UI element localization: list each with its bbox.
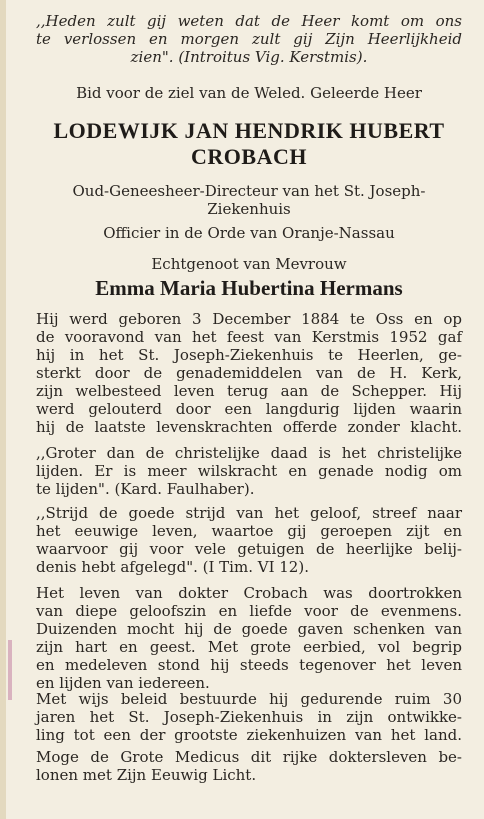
closing2-line: ling tot een der grootste ziekenhuizen van het land. [36, 726, 462, 744]
bio-line: de vooravond van het feest van Kerstmis 1952 gaf [36, 328, 462, 346]
closing1-line: van diepe geloofszin en liefde voor de evenmens. [36, 602, 462, 620]
bio-line: Hij werd geboren 3 December 1884 te Oss en op [36, 310, 462, 328]
quote1-line: te lijden". (Kard. Faulhaber). [36, 480, 255, 498]
bio-line: werd gelouterd door een langdurig lijden waarin [36, 400, 462, 418]
quote2-line: waarvoor gij voor vele getuigen de heerlijke belij- [36, 540, 462, 558]
introit-line: zien". (Introitus Vig. Kerstmis). [130, 48, 368, 66]
closing1-line: Duizenden mocht hij de goede gaven schenken van [36, 620, 462, 638]
tribute-closing [36, 748, 462, 784]
deceased-name [36, 118, 462, 170]
faulhaber-quote [36, 444, 462, 498]
bio-line: zijn welbesteed leven terug aan de Schepper. Hij [36, 382, 462, 400]
closing3-line: Moge de Grote Medicus dit rijke doktersleven be- [36, 748, 462, 766]
closing1-line: Het leven van dokter Crobach was doortrokken [36, 584, 462, 602]
bio-line: hij de laatste levenskrachten offerde zonder klacht. [36, 418, 462, 436]
introit-quote [36, 12, 462, 66]
position-line-1: Oud-Geneesheer-Directeur van het St. Joseph- [72, 182, 426, 200]
introit-line: te verlossen en morgen zult gij Zijn Heerlijkheid [36, 30, 462, 48]
tribute-life [36, 584, 462, 692]
order-title: Officier in de Orde van Oranje-Nassau [103, 224, 395, 242]
position-title [36, 182, 462, 218]
closing3-line: lonen met Zijn Eeuwig Licht. [36, 766, 257, 784]
bio-line: sterkt door de genademiddelen van de H. Kerk, [36, 364, 462, 382]
tribute-hospital [36, 690, 462, 744]
edge-stain [8, 640, 12, 700]
bio-line: hij in het St. Joseph-Ziekenhuis te Heerlen, ge- [36, 346, 462, 364]
quote2-line: ,,Strijd de goede strijd van het geloof, streef naar [36, 504, 462, 522]
quote1-line: lijden. Er is meer wilskracht en genade nodig om [36, 462, 462, 480]
quote1-line: ,,Groter dan de christelijke daad is het christelijke [36, 444, 462, 462]
quote2-line: het eeuwige leven, waartoe gij geroepen zijt en [36, 522, 462, 540]
introit-line: ,,Heden zult gij weten dat de Heer komt om ons [36, 12, 462, 30]
timothy-quote [36, 504, 462, 576]
closing1-line: en medeleven stond hij steeds tegenover het leven [36, 656, 462, 674]
name-line-1: LODEWIJK JAN HENDRIK HUBERT [53, 118, 445, 143]
closing1-line: en lijden van iedereen. [36, 674, 210, 692]
quote2-line: denis hebt afgelegd". (I Tim. VI 12). [36, 558, 309, 576]
position-line-2: Ziekenhuis [207, 200, 291, 218]
name-line-2: CROBACH [191, 144, 307, 169]
closing1-line: zijn hart en geest. Met grote eerbied, vol begrip [36, 638, 462, 656]
closing2-line: Met wijs beleid bestuurde hij gedurende ruim 30 [36, 690, 462, 708]
spouse-name: Emma Maria Hubertina Hermans [95, 276, 403, 300]
closing2-line: jaren het St. Joseph-Ziekenhuis in zijn ontwikke- [36, 708, 462, 726]
prayer-line: Bid voor de ziel van de Weled. Geleerde Heer [76, 84, 422, 102]
spouse-label: Echtgenoot van Mevrouw [151, 255, 347, 273]
biography [36, 310, 462, 436]
